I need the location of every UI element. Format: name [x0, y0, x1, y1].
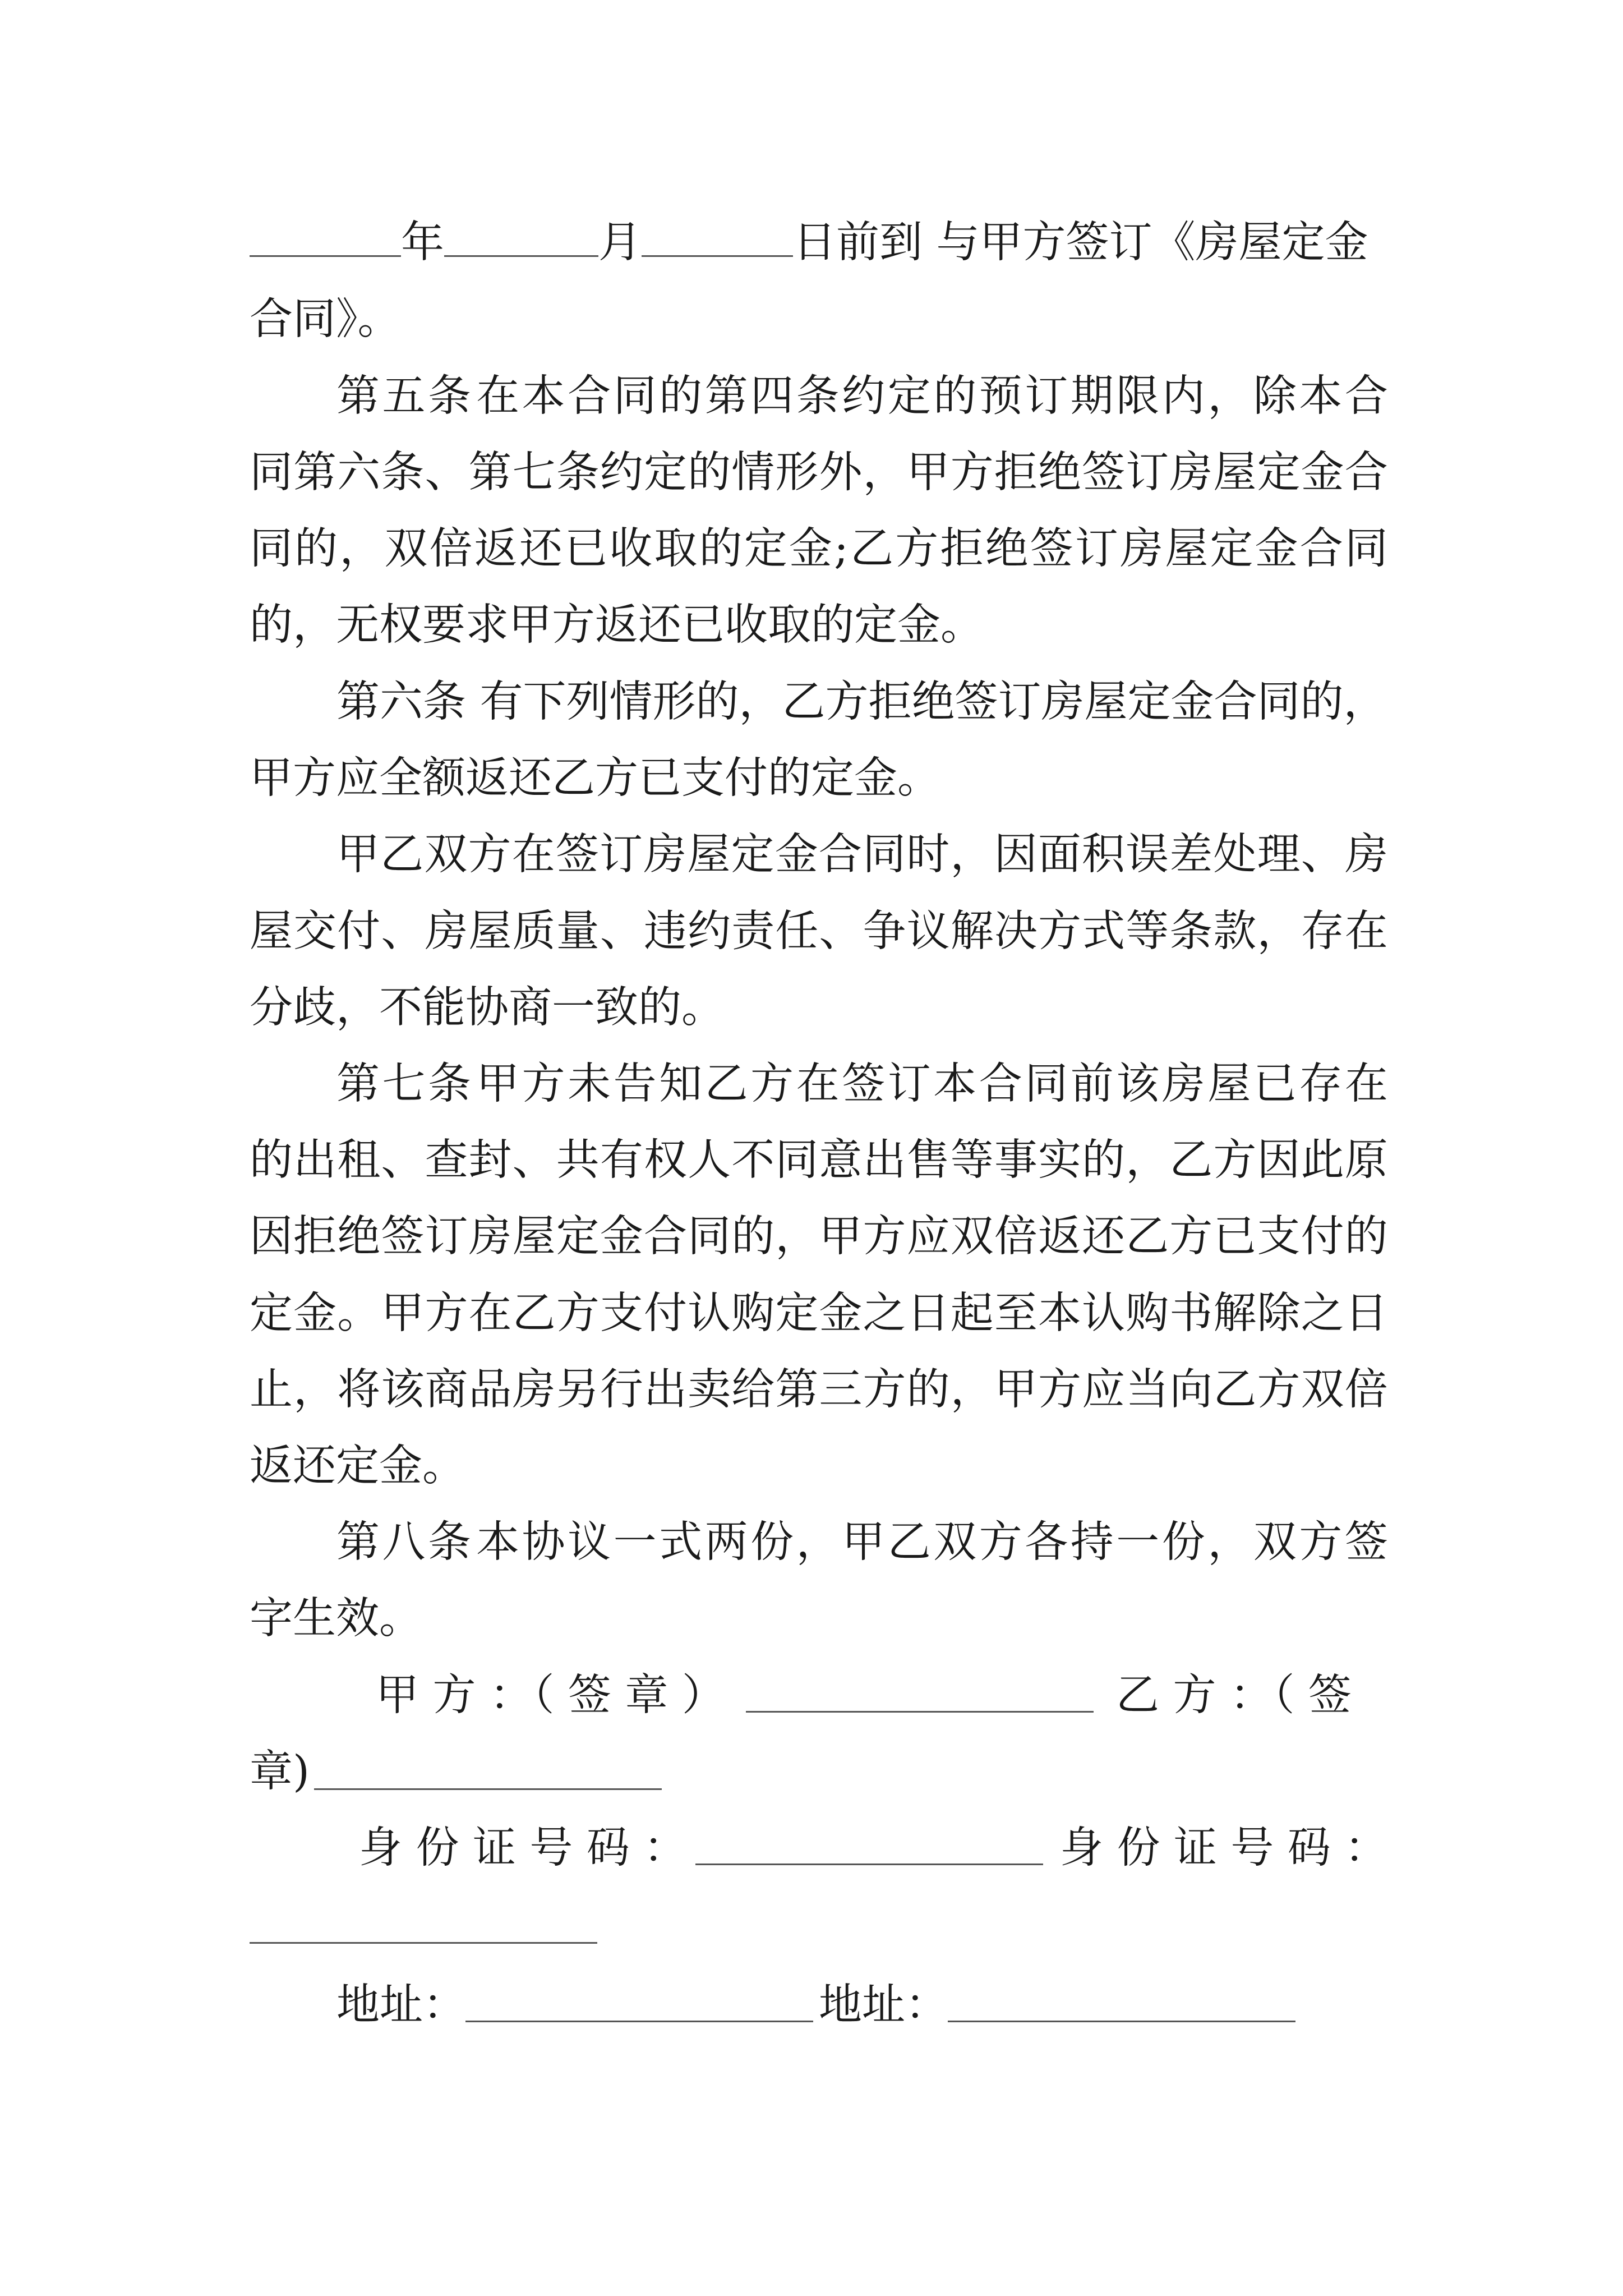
party-b-seal-label-cont: 章)	[250, 1747, 310, 1797]
article-5-line-3: 同 的 ， 双 倍 返 还 已 收 取 的 定 金 ; 乙 方 拒 绝 签 订 房 屋 定 金 合 同	[250, 524, 1388, 574]
party-a-seal-blank	[746, 1711, 1094, 1713]
clause-line-1: 甲 乙 双 方 在 签 订 房 屋 定 金 合 同 时 ， 因 面 积 误 差 处 理 、 房	[336, 830, 1388, 880]
month-label: 月	[598, 218, 642, 268]
article-7-line-6: 返还定金。	[250, 1441, 465, 1491]
party-b-address-label: 地址：	[819, 1980, 948, 2030]
article-7-line-5: 止 ， 将 该 商 品 房 另 行 出 卖 给 第 三 方 的 ， 甲 方 应 当 向 乙 方 双 倍	[250, 1365, 1388, 1415]
party-b-id-label: 身 份 证 号 码 ：	[1060, 1823, 1388, 1873]
party-b-seal-label: 乙 方 ：（ 签	[1116, 1671, 1352, 1720]
clause-line-3: 分歧，不能协商一致的。	[250, 983, 725, 1033]
party-b-id-blank	[250, 1942, 597, 1944]
article-7-line-1: 第 七 条 甲 方 未 告 知 乙 方 在 签 订 本 合 同 前 该 房 屋 已 存 在	[336, 1059, 1388, 1109]
article-6-line-1: 第六条 有下列情形的，乙方拒绝签订房屋定金合同的，	[336, 677, 1387, 727]
party-a-address-blank	[465, 2021, 813, 2022]
article-7-line-3: 因 拒 绝 签 订 房 屋 定 金 合 同 的 ， 甲 方 应 双 倍 返 还 乙 方 已 支 付 的	[250, 1212, 1388, 1262]
party-a-id-label: 身 份 证 号 码 ：	[359, 1823, 687, 1873]
year-label: 年	[401, 218, 444, 268]
article-8-line-1: 第 八 条 本 协 议 一 式 两 份 ， 甲 乙 双 方 各 持 一 份 ， 双 方 签	[336, 1517, 1388, 1567]
day-blank	[642, 222, 793, 257]
article-5-line-1: 第 五 条 在 本 合 同 的 第 四 条 约 定 的 预 订 期 限 内 ， 除 本 合	[336, 371, 1388, 421]
month-blank	[444, 222, 598, 257]
party-a-id-blank	[695, 1864, 1043, 1865]
party-b-address-blank	[948, 2021, 1295, 2022]
party-b-seal-blank	[314, 1788, 662, 1790]
article-5-line-2: 同 第 六 条 、 第 七 条 约 定 的 情 形 外 ， 甲 方 拒 绝 签 订 房 屋 定 金 合	[250, 448, 1388, 498]
year-blank	[250, 222, 401, 257]
article-7-line-2: 的 出 租 、 查 封 、 共 有 权 人 不 同 意 出 售 等 事 实 的 ， 乙 方 因 此 原	[250, 1135, 1388, 1185]
clause-line-2: 屋 交 付 、 房 屋 质 量 、 违 约 责 任 、 争 议 解 决 方 式 等 条 款 ， 存 在	[250, 907, 1388, 956]
party-a-address-label: 地址：	[336, 1980, 466, 2030]
article-6-line-2: 甲方应全额返还乙方已支付的定金。	[250, 753, 940, 803]
party-a-seal-label: 甲 方 ：（ 签 章 ）	[376, 1671, 725, 1720]
article-5-line-4: 的，无权要求甲方返还已收取的定金。	[250, 600, 984, 650]
date-line-text: 日前到 与甲方签订《房屋定金	[793, 218, 1368, 268]
article-7-line-4: 定 金 。 甲 方 在 乙 方 支 付 认 购 定 金 之 日 起 至 本 认 购 书 解 除 之 日	[250, 1289, 1388, 1338]
article-8-line-2: 字生效。	[250, 1594, 422, 1644]
date-line	[250, 212, 1388, 274]
paragraph-line: 合同》。	[250, 295, 401, 344]
